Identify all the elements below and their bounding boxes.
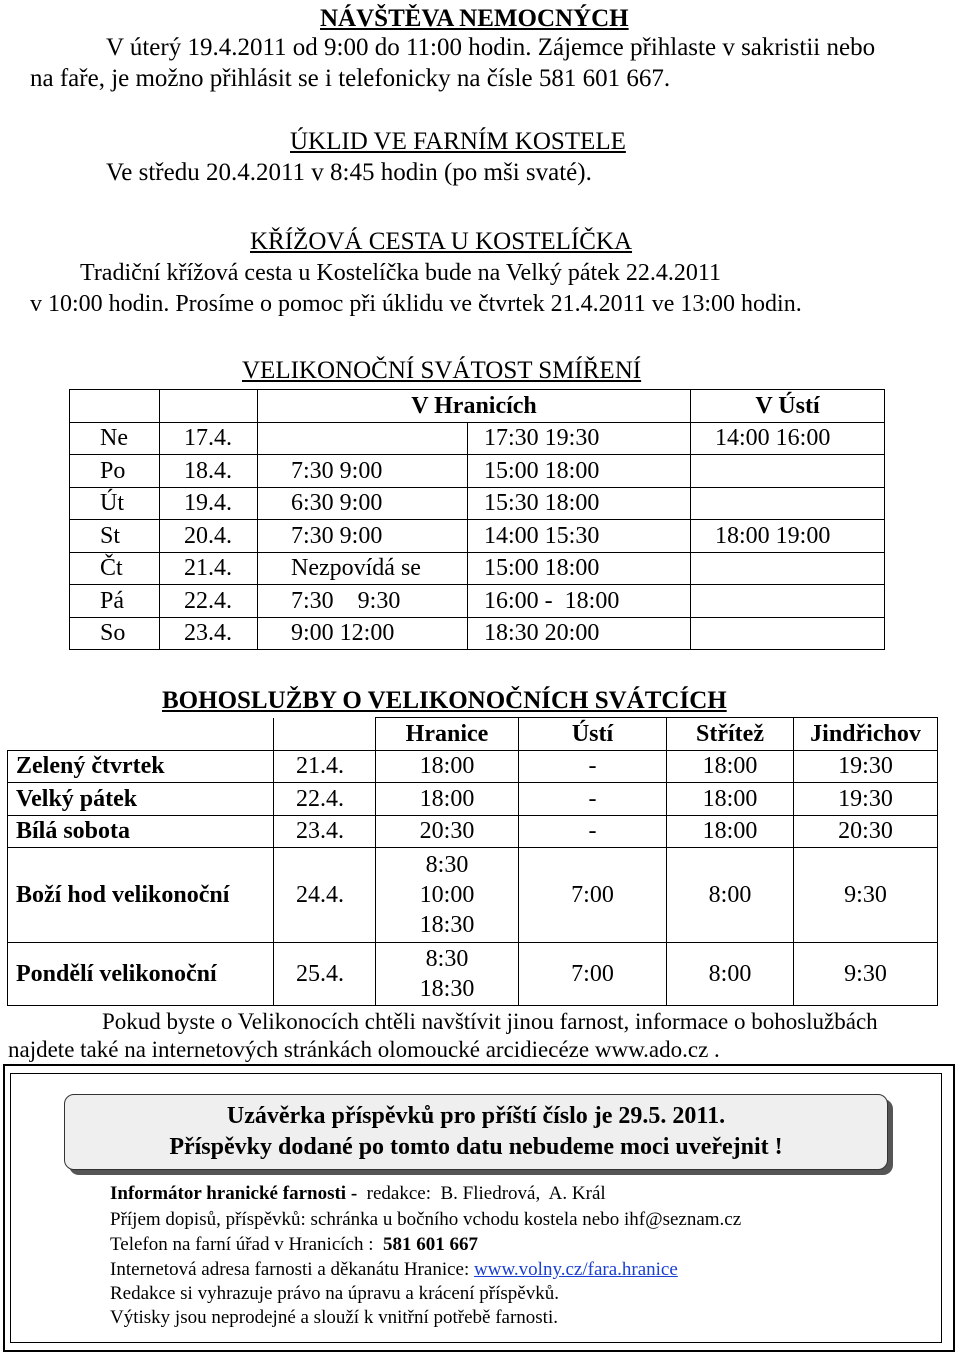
confession-time-morning: 7:30 9:00 <box>258 520 468 553</box>
services-date: 21.4. <box>274 750 376 783</box>
services-time-hranice <box>376 943 519 1006</box>
services-header-row <box>8 718 938 751</box>
services-time-stritez: 18:00 <box>667 750 794 783</box>
services-time-usti: - <box>519 783 667 816</box>
services-col-hranice: Hranice <box>376 718 519 751</box>
confession-day: Čt <box>70 552 160 585</box>
confession-time-afternoon: 14:00 15:30 <box>468 520 691 553</box>
services-time-hranice <box>376 848 519 943</box>
confession-time-afternoon: 17:30 19:30 <box>468 422 691 455</box>
footer-phone-number: 581 601 667 <box>383 1234 478 1255</box>
confession-time-usti: 14:00 16:00 <box>691 422 885 455</box>
confession-time-afternoon: 15:00 18:00 <box>468 552 691 585</box>
confession-time-afternoon: 16:00 - 18:00 <box>468 585 691 618</box>
confession-row <box>70 585 885 618</box>
footer-editors: redakce: B. Fliedrová, A. Král <box>357 1183 606 1204</box>
confession-table <box>69 389 885 650</box>
services-time-hranice-1: 8:30 <box>425 946 469 972</box>
services-date: 25.4. <box>274 943 376 1006</box>
services-time-usti: 7:00 <box>519 943 667 1006</box>
confession-time-morning: 6:30 9:00 <box>258 487 468 520</box>
confession-heading: VELIKONOČNÍ SVÁTOST SMÍŘENÍ <box>242 357 642 384</box>
services-date: 22.4. <box>274 783 376 816</box>
services-note-line1: Pokud byste o Velikonocích chtěli navštívit jinou farnost, informace o bohoslužbách <box>102 1009 878 1034</box>
services-row-easter-monday <box>8 943 938 1006</box>
footer-phone-line <box>110 1233 478 1257</box>
deadline-line2: Příspěvky dodané po tomto datu nebudeme moci uveřejnit ! <box>169 1134 783 1160</box>
footer-web-line <box>110 1258 678 1282</box>
services-time-hranice-1: 8:30 <box>425 852 469 878</box>
footer-title: Informátor hranické farnosti - <box>110 1183 358 1204</box>
footer-phone-label: Telefon na farní úřad v Hranicích : <box>110 1234 383 1255</box>
confession-date: 18.4. <box>160 455 258 488</box>
confession-time-afternoon: 15:00 18:00 <box>468 455 691 488</box>
footer-web-link[interactable]: www.volny.cz/fara.hranice <box>474 1259 678 1280</box>
services-time-usti: - <box>519 815 667 848</box>
deadline-line1: Uzávěrka příspěvků pro příští číslo je 29.5. 2011. <box>226 1103 726 1129</box>
confession-row <box>70 520 885 553</box>
services-time-jindrichov: 19:30 <box>794 783 938 816</box>
way-of-cross-line2: v 10:00 hodin. Prosíme o pomoc při úklidu ve čtvrtek 21.4.2011 ve 13:00 hodin. <box>30 291 802 317</box>
footer-distribution-note: Výtisky jsou neprodejné a slouží k vnitřní potřebě farnosti. <box>110 1307 558 1328</box>
confession-day: Út <box>70 487 160 520</box>
confession-col-usti: V Ústí <box>691 390 885 423</box>
services-day-label: Bílá sobota <box>8 815 274 848</box>
services-heading: BOHOSLUŽBY O VELIKONOČNÍCH SVÁTCÍCH <box>162 687 727 714</box>
confession-day: So <box>70 617 160 650</box>
services-time-jindrichov: 19:30 <box>794 750 938 783</box>
services-time-jindrichov: 9:30 <box>794 848 938 943</box>
services-time-usti: 7:00 <box>519 848 667 943</box>
services-day-label: Boží hod velikonoční <box>8 848 274 943</box>
confession-date: 22.4. <box>160 585 258 618</box>
confession-date: 20.4. <box>160 520 258 553</box>
services-col-stritez: Střítež <box>667 718 794 751</box>
confession-date: 19.4. <box>160 487 258 520</box>
services-row-easter-sunday <box>8 848 938 943</box>
services-date: 23.4. <box>274 815 376 848</box>
footer-rights-note: Redakce si vyhrazuje právo na úpravu a krácení příspěvků. <box>110 1283 559 1304</box>
footer-mail-info: Příjem dopisů, příspěvků: schránka u bočního vchodu kostela nebo ihf@seznam.cz <box>110 1209 742 1230</box>
services-row <box>8 750 938 783</box>
services-day-label: Pondělí velikonoční <box>8 943 274 1006</box>
way-of-cross-heading: KŘÍŽOVÁ CESTA U KOSTELÍČKA <box>250 228 633 255</box>
services-time-usti: - <box>519 750 667 783</box>
services-note-line2: najdete také na internetových stránkách olomoucké arcidiecéze www.ado.cz . <box>8 1037 720 1062</box>
services-time-stritez: 8:00 <box>667 943 794 1006</box>
services-time-hranice: 18:00 <box>376 783 519 816</box>
confession-time-morning: Nezpovídá se <box>258 552 468 585</box>
services-col-jindrichov: Jindřichov <box>794 718 938 751</box>
services-time-stritez: 8:00 <box>667 848 794 943</box>
services-row <box>8 783 938 816</box>
services-day-label: Zelený čtvrtek <box>8 750 274 783</box>
confession-time-usti <box>691 552 885 585</box>
confession-time-usti <box>691 617 885 650</box>
confession-date: 21.4. <box>160 552 258 585</box>
services-time-hranice-3: 18:30 <box>419 912 475 938</box>
way-of-cross-line1: Tradiční křížová cesta u Kostelíčka bude na Velký pátek 22.4.2011 <box>80 260 721 286</box>
deadline-notice-box <box>64 1094 888 1170</box>
visit-text-line1: V úterý 19.4.2011 od 9:00 do 11:00 hodin. Zájemce přihlaste v sakristii nebo <box>106 34 876 61</box>
confession-row <box>70 455 885 488</box>
confession-row <box>70 552 885 585</box>
confession-day: Po <box>70 455 160 488</box>
services-time-stritez: 18:00 <box>667 783 794 816</box>
visit-text-line2: na faře, je možno přihlásit se i telefonicky na čísle 581 601 667. <box>30 65 671 92</box>
services-time-hranice-2: 18:30 <box>419 976 475 1002</box>
confession-time-morning: 7:30 9:00 <box>258 455 468 488</box>
services-day-label: Velký pátek <box>8 783 274 816</box>
footer-web-label: Internetová adresa farnosti a děkanátu Hranice: <box>110 1259 474 1280</box>
confession-row <box>70 487 885 520</box>
services-time-stritez: 18:00 <box>667 815 794 848</box>
confession-day: St <box>70 520 160 553</box>
confession-day: Ne <box>70 422 160 455</box>
services-col-usti: Ústí <box>519 718 667 751</box>
confession-day: Pá <box>70 585 160 618</box>
services-table <box>7 717 938 1006</box>
confession-time-usti <box>691 487 885 520</box>
confession-time-morning: 9:00 12:00 <box>258 617 468 650</box>
services-row <box>8 815 938 848</box>
confession-time-usti <box>691 455 885 488</box>
confession-header-row <box>70 390 885 423</box>
confession-time-afternoon: 18:30 20:00 <box>468 617 691 650</box>
confession-row <box>70 617 885 650</box>
confession-row <box>70 422 885 455</box>
confession-time-usti <box>691 585 885 618</box>
confession-time-morning: 7:30 9:30 <box>258 585 468 618</box>
confession-date: 17.4. <box>160 422 258 455</box>
services-time-hranice: 18:00 <box>376 750 519 783</box>
confession-date: 23.4. <box>160 617 258 650</box>
services-time-hranice: 20:30 <box>376 815 519 848</box>
services-time-jindrichov: 9:30 <box>794 943 938 1006</box>
services-time-hranice-2: 10:00 <box>419 882 475 908</box>
visit-heading: NÁVŠTĚVA NEMOCNÝCH <box>320 5 629 32</box>
services-time-jindrichov: 20:30 <box>794 815 938 848</box>
cleaning-heading: ÚKLID VE FARNÍM KOSTELE <box>290 128 626 155</box>
confession-time-afternoon: 15:30 18:00 <box>468 487 691 520</box>
cleaning-text: Ve středu 20.4.2011 v 8:45 hodin (po mši svaté). <box>106 159 592 186</box>
footer-title-line <box>110 1182 606 1206</box>
confession-col-hranice: V Hranicích <box>258 390 691 423</box>
services-date: 24.4. <box>274 848 376 943</box>
confession-time-morning <box>258 422 468 455</box>
confession-time-usti: 18:00 19:00 <box>691 520 885 553</box>
